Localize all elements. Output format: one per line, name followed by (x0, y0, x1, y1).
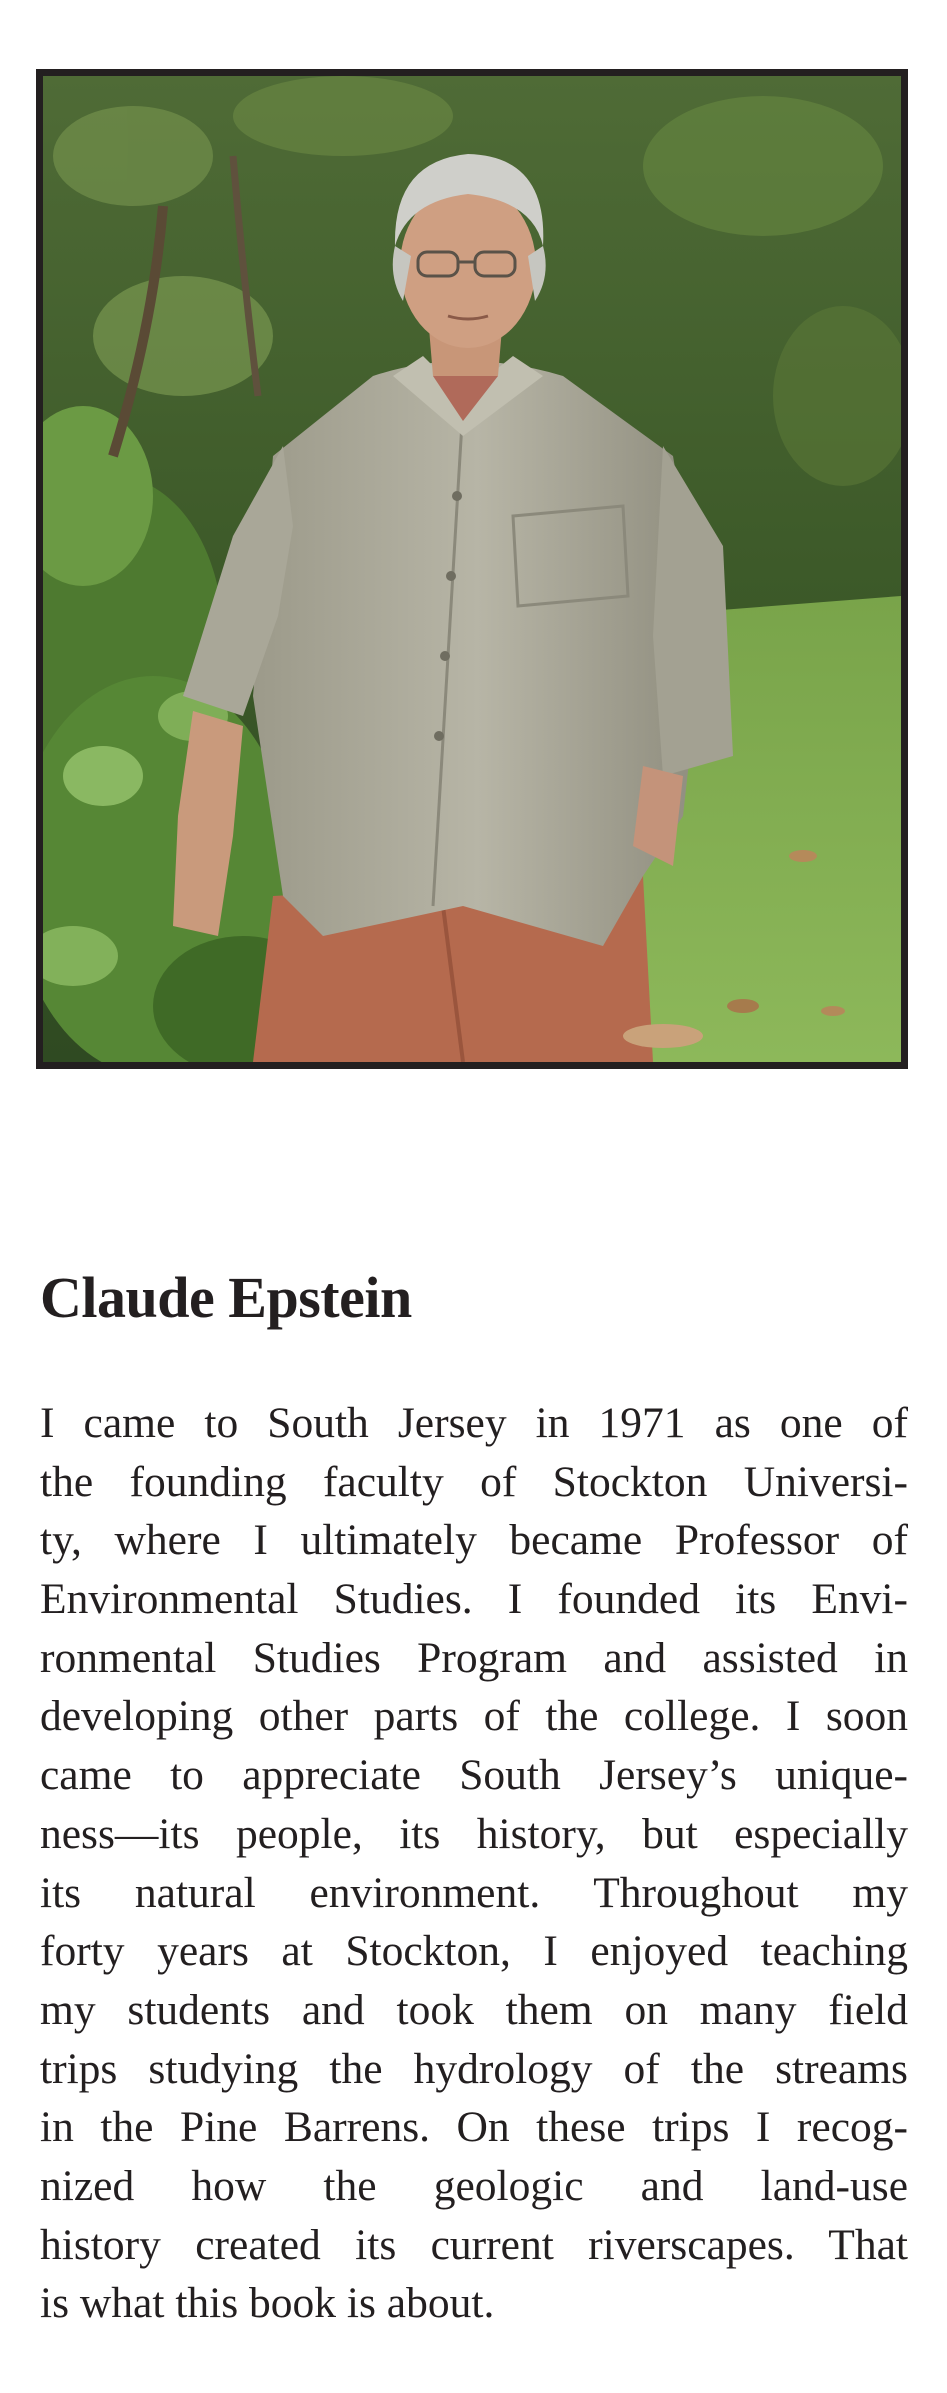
bio-line: my students and took them on many field (40, 1985, 908, 2034)
bio-line: trips studying the hydrology of the streams (40, 2044, 908, 2093)
bio-line: history created its current riverscapes. That (40, 2220, 908, 2269)
bio-line: came to appreciate South Jersey’s unique- (40, 1751, 908, 1800)
bio-line: is what this book is about. (40, 2279, 495, 2328)
bio-line: the founding faculty of Stockton Universi- (40, 1457, 908, 1506)
bio-line: Environmental Studies. I founded its Envi- (40, 1575, 908, 1624)
author-photo-illustration (43, 76, 901, 1062)
bio-line: ronmental Studies Program and assisted in (40, 1633, 908, 1682)
bio-line: in the Pine Barrens. On these trips I recog- (40, 2103, 908, 2152)
bio-line: ty, where I ultimately became Professor of (40, 1516, 908, 1565)
author-name: Claude Epstein (40, 1265, 412, 1330)
bio-line: ness—its people, its history, but especially (40, 1809, 908, 1858)
bio-line: its natural environment. Throughout my (40, 1868, 908, 1917)
author-photo (36, 69, 908, 1069)
bio-line: I came to South Jersey in 1971 as one of (40, 1399, 908, 1447)
author-bio (40, 1394, 908, 2333)
bio-line: developing other parts of the college. I soon (40, 1692, 908, 1741)
bio-line: forty years at Stockton, I enjoyed teaching (40, 1927, 908, 1976)
bio-line: nized how the geologic and land-use (40, 2161, 908, 2210)
